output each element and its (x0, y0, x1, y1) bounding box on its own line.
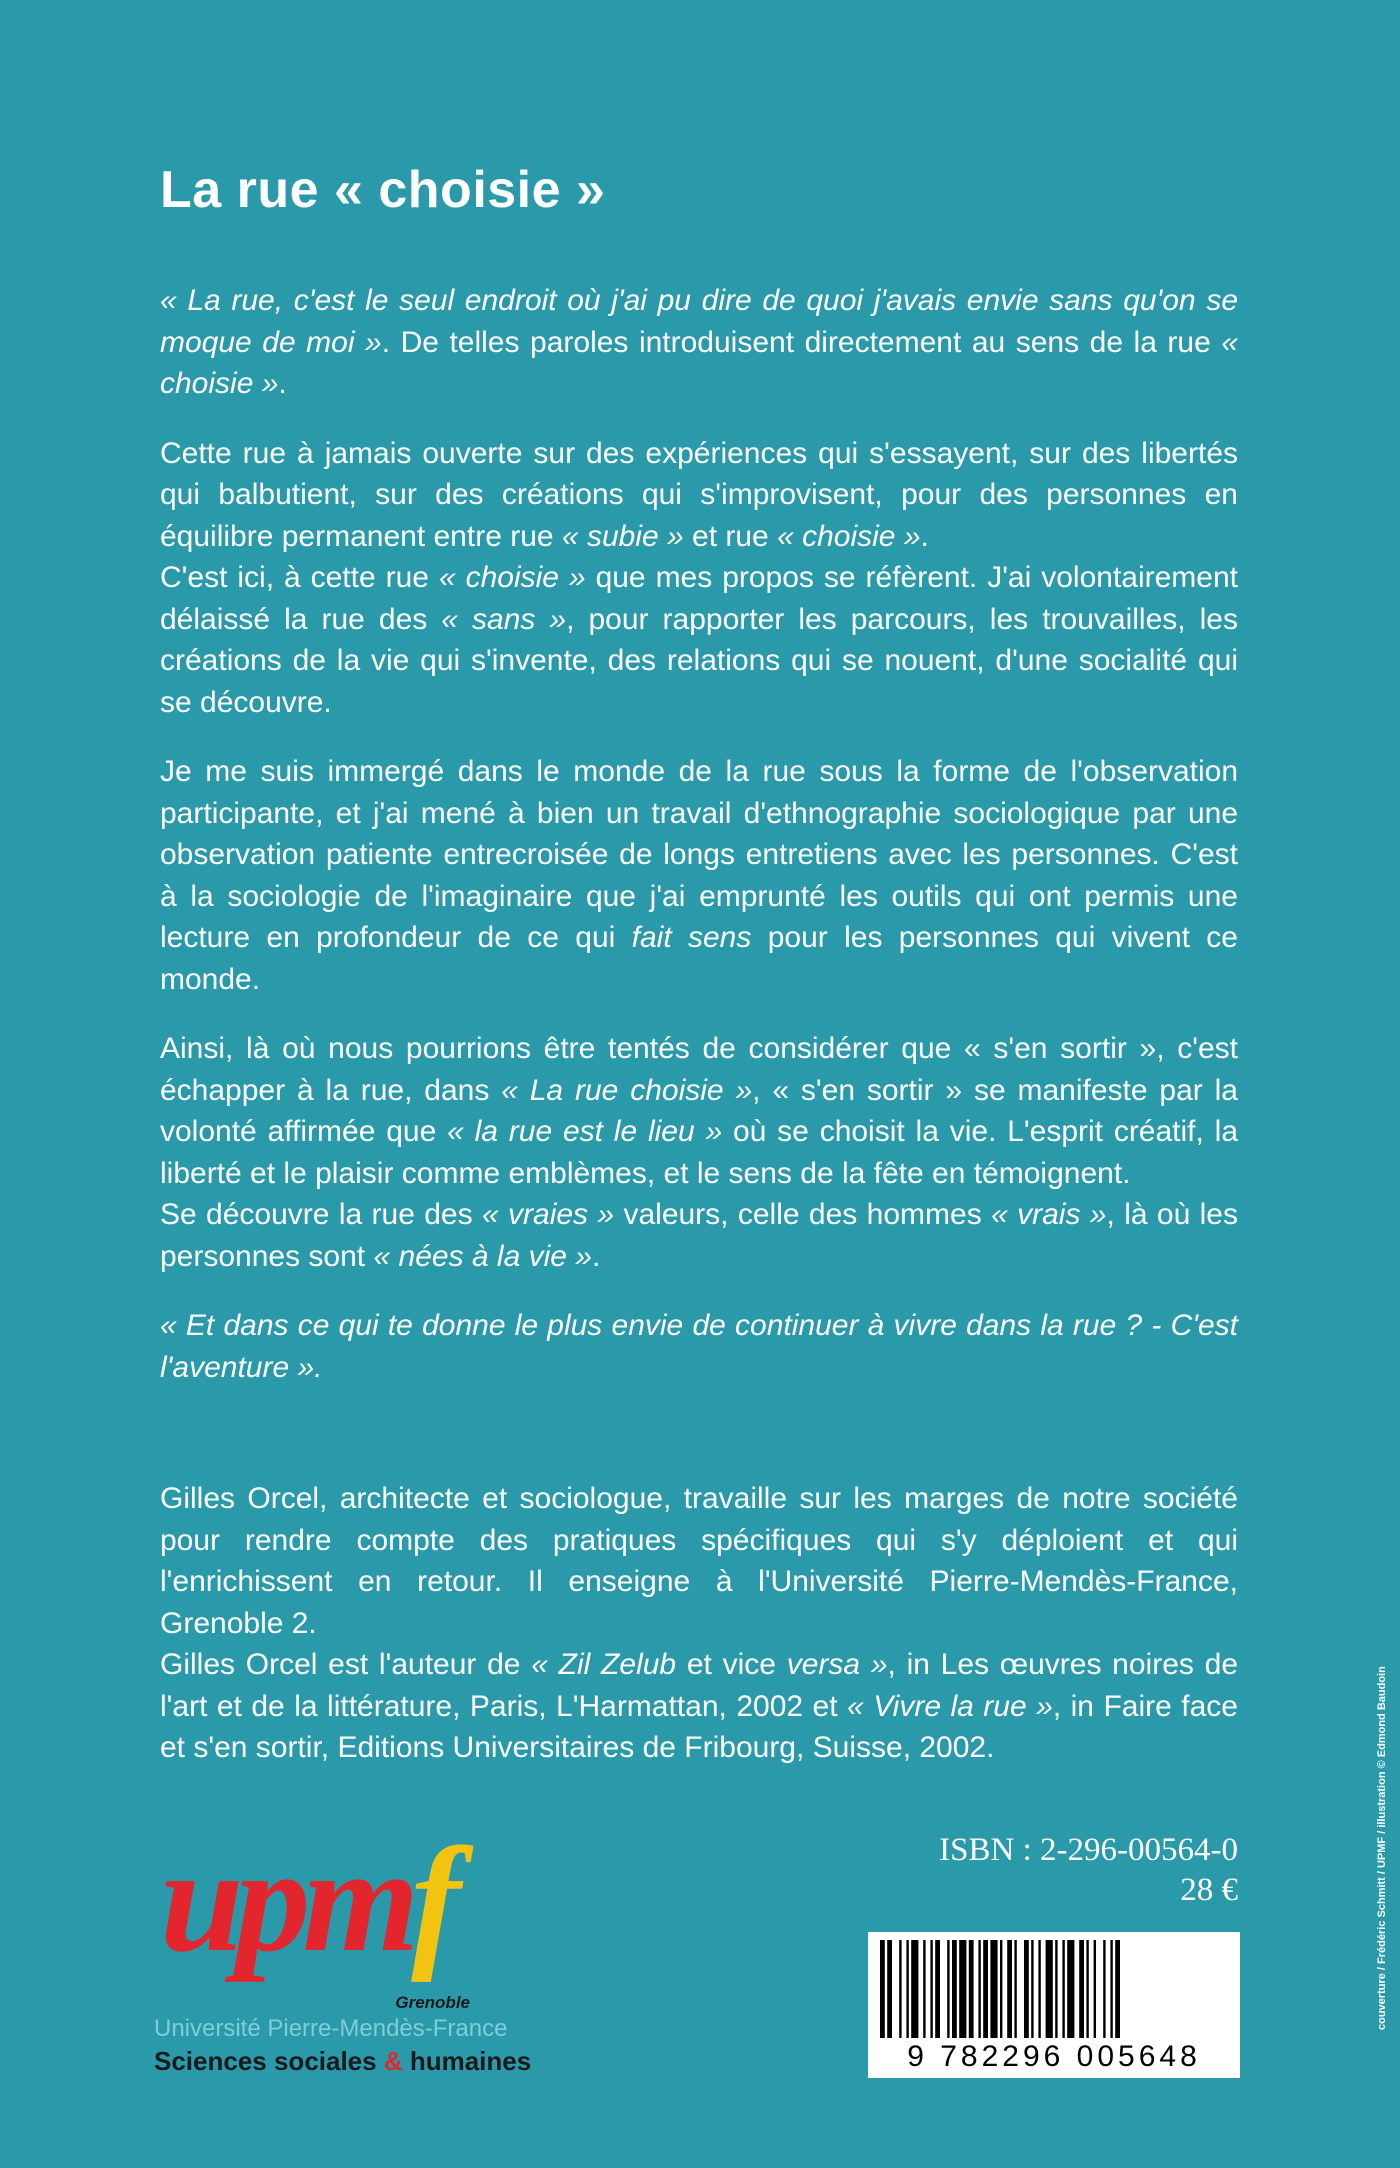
barcode-bar (935, 1940, 940, 2038)
barcode-bar (1079, 1940, 1084, 2038)
blurb-paragraph-1 (160, 280, 1238, 405)
barcode-bar (1103, 1940, 1105, 2038)
text-run: Se découvre la rue des (160, 1198, 482, 1231)
text-run: « La rue choisie » (501, 1073, 753, 1107)
text-run: pour les personnes qui vivent ce monde. (160, 921, 1238, 996)
closing-quote: « Et dans ce qui te donne le plus envie de continuer à vivre dans la rue ? - C'est l'aventure ». (160, 1309, 1238, 1384)
text-run: « Zil Zelub (531, 1648, 677, 1681)
text-run: « choisie » (438, 561, 586, 594)
barcode-bar (1086, 1940, 1088, 2038)
text-run: . (920, 519, 929, 553)
upmf-wordmark-yellow: f (411, 1817, 454, 1983)
blurb-paragraph-3 (160, 557, 1238, 723)
book-title: La rue « choisie » (160, 161, 606, 219)
author-bio-paragraph-2 (160, 1644, 1238, 1769)
text-run: « choisie » (777, 519, 921, 553)
text-run: « choisie » (160, 325, 1238, 400)
barcode-bar (1055, 1940, 1057, 2038)
text-run: valeurs, celle des hommes (614, 1198, 992, 1231)
upmf-wordmark-red: upm (160, 1817, 412, 1983)
text-run: Ainsi, là où nous pourrions être tentés de considérer que « s'en sortir », c'est échapper à la rue, dans (160, 1032, 1238, 1107)
barcode-bar (911, 1940, 918, 2038)
blurb-paragraph-6 (160, 1194, 1238, 1277)
barcode-bar (947, 1940, 949, 2038)
logo-faculty-ampersand: & (383, 2046, 403, 2076)
barcode-bar (1038, 1940, 1040, 2038)
barcode-bar (983, 1940, 988, 2038)
author-bio-paragraph-1: Gilles Orcel, architecte et sociologue, travaille sur les marges de notre société pour rendre compte des pratiques spécifiques qui s'y déploient et qui l'enrichissent en retour. Il enseigne à l'Université Pierre-Mendès-France, Grenoble 2. (160, 1482, 1238, 1640)
text-run: , là où les personnes sont (160, 1198, 1238, 1273)
barcode-bar (990, 1940, 997, 2038)
text-run: Cette rue à jamais ouverte sur des expériences qui s'essayent, sur des libertés qui balbutient, sur des créations qui s'improvisent, pour des personnes en équilibre permanent entre rue (160, 436, 1238, 553)
text-run: Je me suis immergé dans le monde de la rue sous la forme de l'observation participante, et j'ai mené à bien un travail d'ethnographie sociologique par une observation patiente entrecroisée de longs entretiens avec les personnes. C'est à la sociologie de l'imaginaire que j'ai emprunté les outils qui ont permis une lecture en profondeur de ce qui (160, 755, 1238, 954)
barcode-bar (1024, 1940, 1029, 2038)
text-run: , in Les œuvres noires de l'art et de la littérature, Paris, L'Harmattan, 2002 et (160, 1648, 1239, 1723)
barcode-bar (923, 1940, 925, 2038)
text-run: « sans » (441, 602, 567, 636)
barcode-bar (1031, 1940, 1033, 2038)
text-run: « la rue est le lieu » (447, 1115, 723, 1148)
barcode-bar (887, 1940, 892, 2038)
barcode-bar (906, 1940, 908, 2038)
logo-city: Grenoble (395, 1993, 470, 2012)
text-run: « Vivre la rue » (847, 1689, 1053, 1723)
barcode-bar (1062, 1940, 1064, 2038)
barcode-bar (1000, 1940, 1002, 2038)
author-bio (160, 1478, 1238, 1769)
text-run: fait sens (631, 921, 752, 954)
blurb (160, 280, 1238, 1416)
price: 28 € (1180, 1872, 1238, 1908)
barcode-bar (930, 1940, 932, 2038)
isbn-block (939, 1830, 1238, 1910)
barcode-digits: 9 782296 005648 (907, 2040, 1201, 2073)
barcode-bar (952, 1940, 957, 2038)
text-run: , « s'en sortir » se manifeste par la volonté affirmée que (160, 1073, 1238, 1148)
text-run: « vrais » (991, 1198, 1107, 1231)
barcode-bar (899, 1940, 901, 2038)
upmf-wordmark (160, 1817, 454, 1983)
barcode-bar (1014, 1940, 1016, 2038)
text-run: versa » (786, 1648, 888, 1681)
text-run: « nées à la vie » (373, 1239, 592, 1273)
barcode-bar (1007, 1940, 1012, 2038)
barcode-bar (959, 1940, 966, 2038)
text-run: où se choisit la vie. L'esprit créatif, la liberté et le plaisir comme emblèmes, et le sens de la fête en témoignent. (160, 1115, 1239, 1190)
blurb-paragraph-2 (160, 433, 1238, 558)
text-run: Gilles Orcel est l'auteur de (160, 1648, 532, 1681)
logo-university: Université Pierre-Mendès-France (154, 2015, 508, 2042)
barcode-bar (880, 1940, 885, 2038)
isbn-number: ISBN : 2-296-00564-0 (939, 1832, 1238, 1868)
text-run: que mes propos se réfèrent. J'ai volontairement délaissé la rue des (160, 561, 1238, 636)
logo-faculty-part-2: humaines (402, 2046, 532, 2076)
upmf-logo (150, 1815, 532, 2095)
barcode-bar (1115, 1940, 1120, 2038)
text-run: C'est ici, à cette rue (160, 561, 439, 594)
barcode-bar (969, 1940, 974, 2038)
logo-faculty (154, 2046, 531, 2077)
text-run: , pour rapporter les parcours, les trouvailles, les créations de la vie qui s'invente, des relations qui se nouent, d'une socialité qui se découvre. (160, 602, 1238, 719)
text-run: « vraies » (481, 1198, 615, 1231)
text-run: . (278, 367, 287, 400)
text-run: « La rue, c'est le seul endroit où j'ai pu dire de quoi j'avais envie sans qu'on se moque de moi » (160, 284, 1238, 359)
barcode-bar (1067, 1940, 1074, 2038)
barcode-bar (978, 1940, 980, 2038)
text-run: . (591, 1239, 601, 1273)
text-run: et vice (676, 1648, 787, 1681)
barcode-bar (1046, 1940, 1053, 2038)
barcode-bar (1110, 1940, 1112, 2038)
text-run: . De telles paroles introduisent directement au sens de la rue (381, 325, 1222, 359)
barcode (868, 1932, 1240, 2078)
blurb-paragraph-5 (160, 1028, 1238, 1194)
logo-faculty-part-1: Sciences sociales (154, 2046, 384, 2076)
cover-credit: couverture / Frédéric Schmitt / UPMF / illustration © Edmond Baudoin (1376, 1666, 1388, 2030)
barcode-bar (1094, 1940, 1096, 2038)
blurb-paragraph-4 (160, 751, 1238, 1000)
text-run: « subie » (561, 519, 684, 553)
text-run: et rue (683, 519, 778, 553)
text-run: , in Faire face et s'en sortir, Editions Universitaires de Fribourg, Suisse, 2002. (160, 1689, 1238, 1764)
